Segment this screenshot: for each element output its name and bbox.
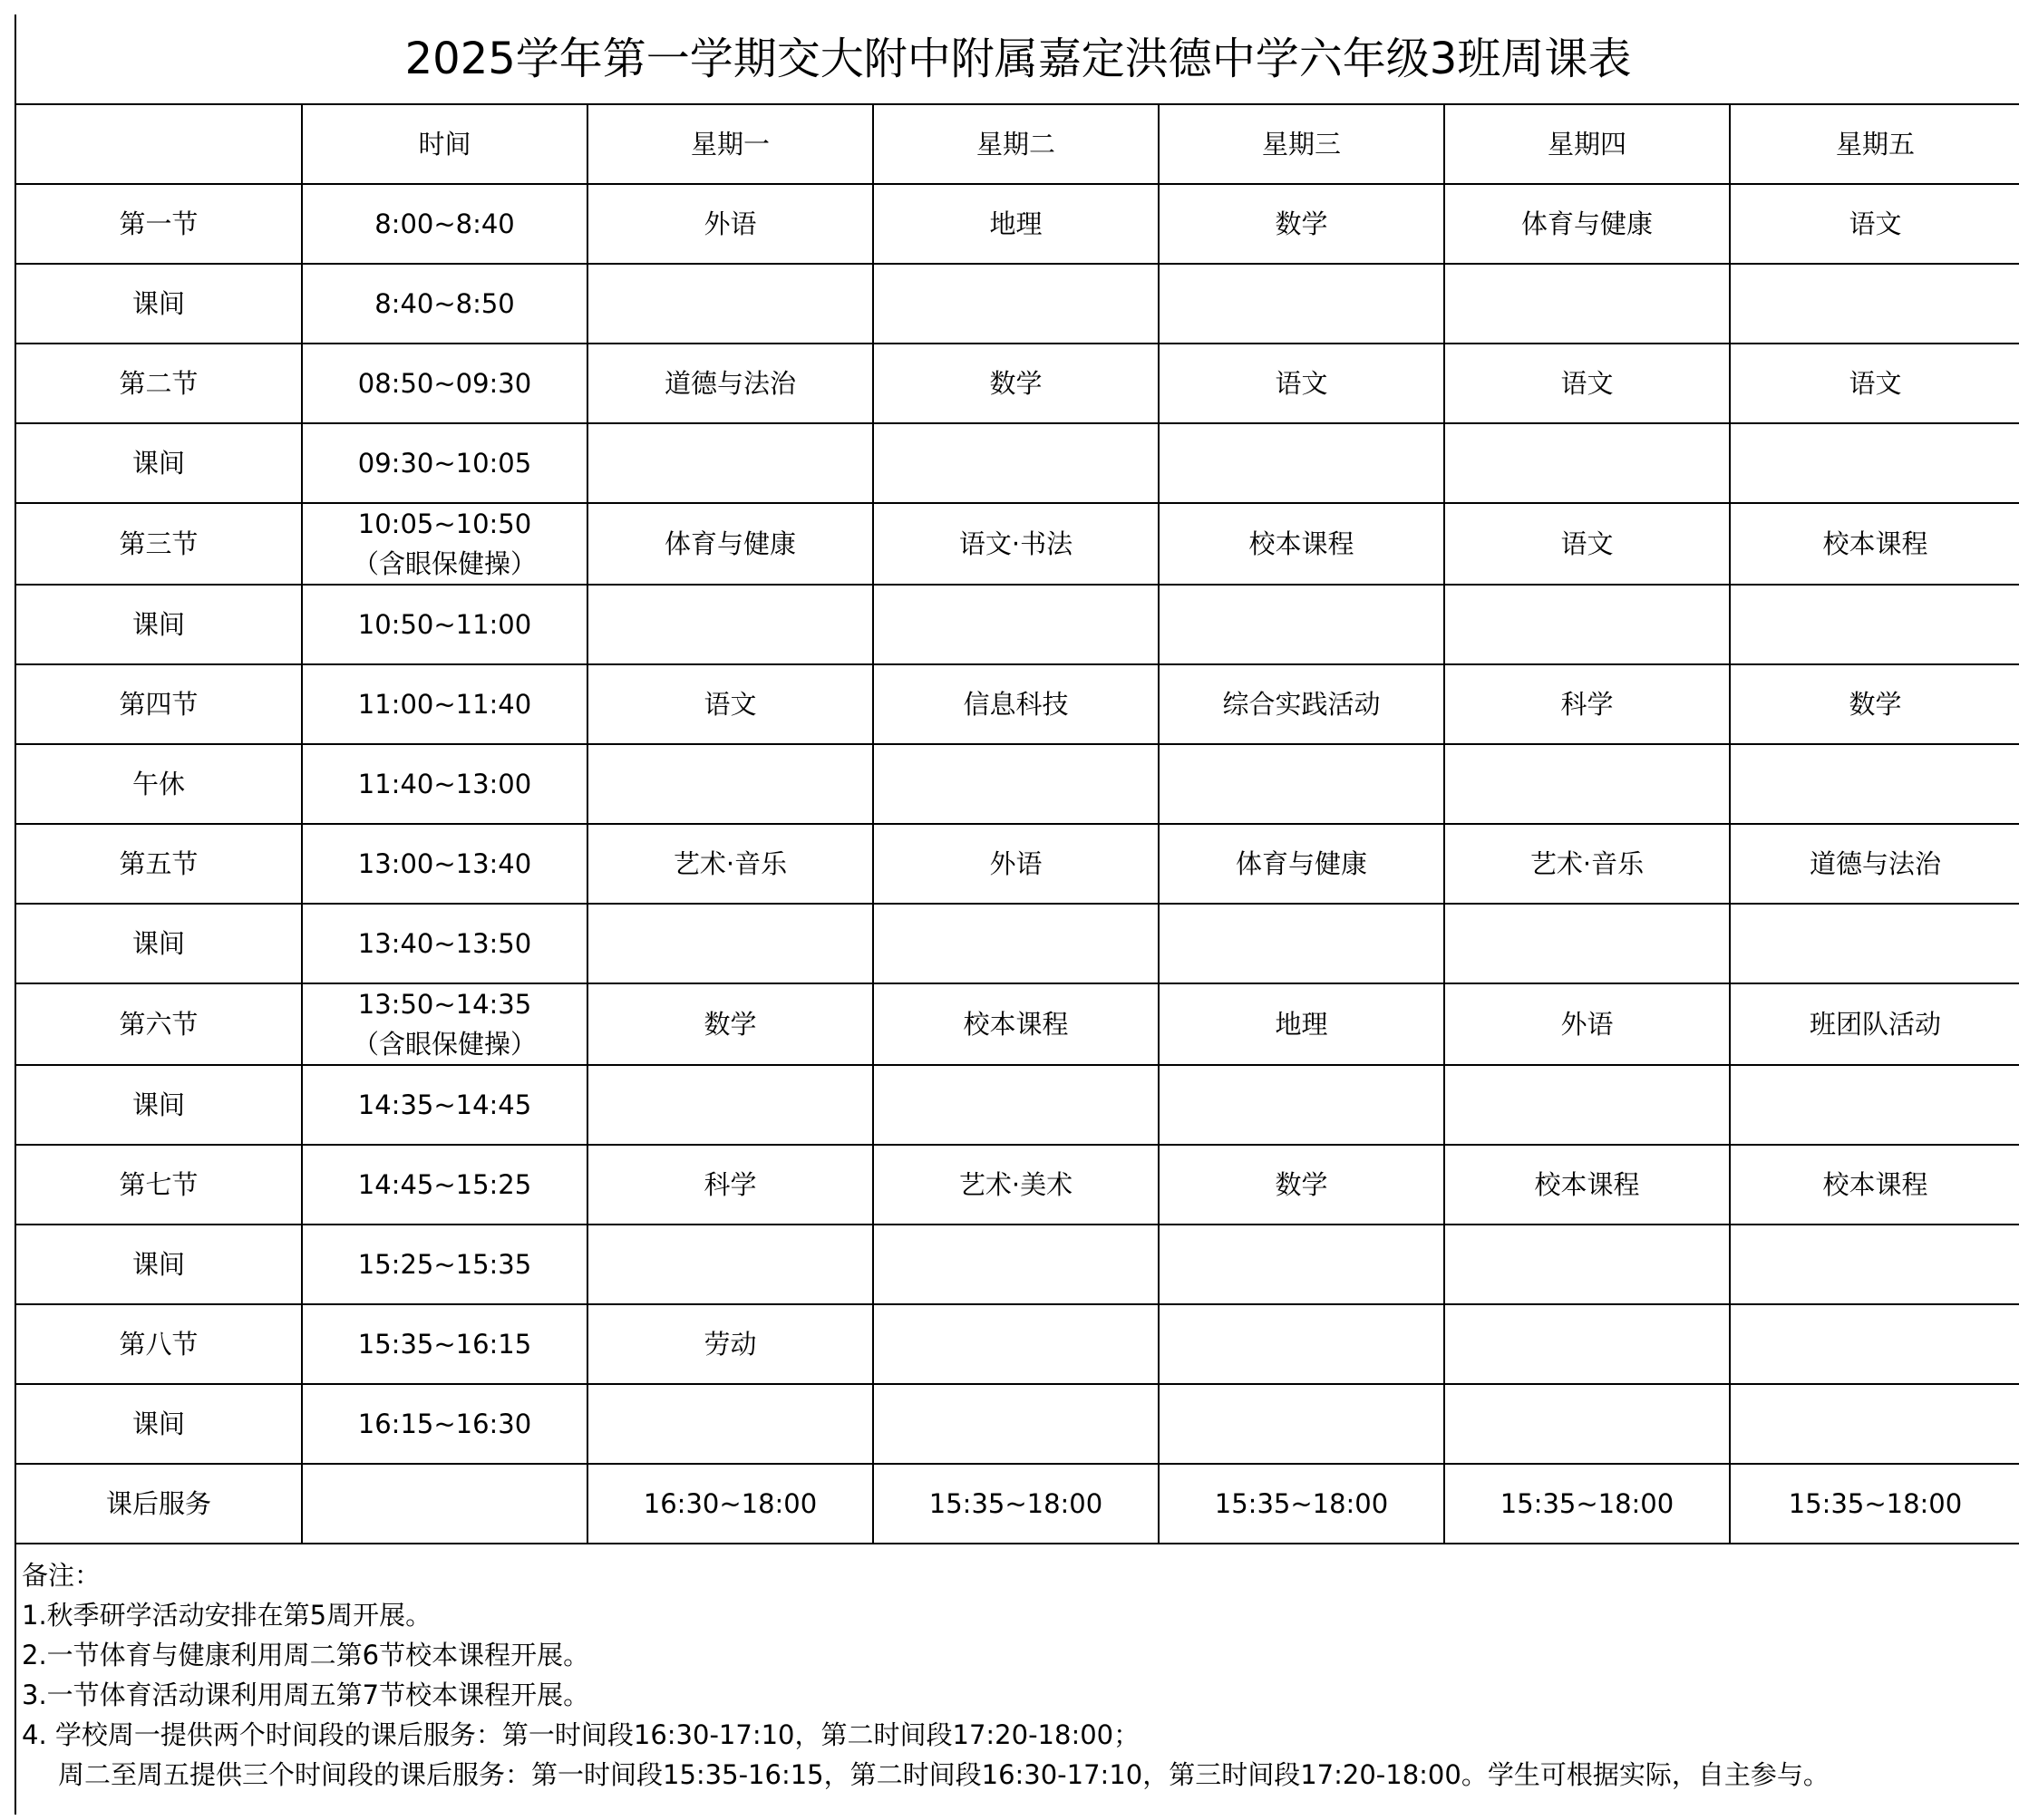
- period-time: [302, 585, 587, 664]
- subject-cell: 15:35~18:00: [1730, 1464, 2019, 1544]
- period-time: [302, 1145, 587, 1225]
- period-label: 第一节: [16, 184, 302, 264]
- period-time: [302, 983, 587, 1065]
- subject-cell: [587, 1065, 873, 1145]
- period-time: [302, 904, 587, 983]
- subject-cell: [873, 1225, 1159, 1304]
- subject-cell: 班团队活动: [1730, 983, 2019, 1065]
- subject-cell: 艺术·美术: [873, 1145, 1159, 1225]
- period-time: [302, 1065, 587, 1145]
- period-time: [302, 264, 587, 344]
- schedule-row: [16, 664, 2019, 744]
- subject-cell: 语文: [1730, 184, 2019, 264]
- period-label: 课间: [16, 1384, 302, 1464]
- subject-cell: 数学: [873, 344, 1159, 423]
- time-text: 8:40~8:50: [374, 288, 515, 319]
- subject-cell: [1444, 1304, 1730, 1384]
- subject-cell: [587, 744, 873, 824]
- schedule-row: [16, 503, 2019, 585]
- period-label: 第五节: [16, 824, 302, 904]
- subject-cell: [587, 1384, 873, 1464]
- subject-cell: [1730, 585, 2019, 664]
- header-cell: 星期四: [1444, 104, 1730, 184]
- header-cell: [16, 104, 302, 184]
- schedule-row: [16, 1225, 2019, 1304]
- subject-cell: [1159, 904, 1444, 983]
- header-cell: 时间: [302, 104, 587, 184]
- header-cell: 星期三: [1159, 104, 1444, 184]
- subject-cell: [1159, 1384, 1444, 1464]
- subject-cell: [1444, 1225, 1730, 1304]
- subject-cell: 道德与法治: [1730, 824, 2019, 904]
- subject-cell: 16:30~18:00: [587, 1464, 873, 1544]
- subject-cell: 数学: [1159, 184, 1444, 264]
- subject-cell: [873, 423, 1159, 503]
- header-cell: 星期二: [873, 104, 1159, 184]
- subject-cell: 数学: [1159, 1145, 1444, 1225]
- period-label: 第四节: [16, 664, 302, 744]
- time-text: 10:05~10:50: [357, 508, 532, 539]
- schedule-row: [16, 824, 2019, 904]
- subject-cell: 外语: [1444, 983, 1730, 1065]
- period-label: 课间: [16, 585, 302, 664]
- subject-cell: [873, 1065, 1159, 1145]
- period-time: [302, 744, 587, 824]
- subject-cell: [1159, 1304, 1444, 1384]
- schedule-row: [16, 1065, 2019, 1145]
- period-time: [302, 1384, 587, 1464]
- header-cell: 星期五: [1730, 104, 2019, 184]
- subject-cell: 数学: [587, 983, 873, 1065]
- time-text: 11:00~11:40: [357, 689, 532, 720]
- subject-cell: [873, 904, 1159, 983]
- subject-cell: [1730, 423, 2019, 503]
- schedule-row: [16, 344, 2019, 423]
- period-label: 午休: [16, 744, 302, 824]
- subject-cell: 语文·书法: [873, 503, 1159, 585]
- subject-cell: 外语: [587, 184, 873, 264]
- notes-heading: 备注：: [22, 1560, 102, 1591]
- schedule-row: [16, 423, 2019, 503]
- period-label: 课后服务: [16, 1464, 302, 1544]
- subject-cell: 语文: [1444, 503, 1730, 585]
- subject-cell: [1444, 1384, 1730, 1464]
- period-label: 课间: [16, 1065, 302, 1145]
- page-title: 2025学年第一学期交大附中附属嘉定洪德中学六年级3班周课表: [404, 34, 1632, 84]
- subject-cell: 语文: [1159, 344, 1444, 423]
- subject-cell: 艺术·音乐: [1444, 824, 1730, 904]
- subject-cell: 地理: [873, 184, 1159, 264]
- period-time: [302, 423, 587, 503]
- subject-cell: [1730, 1304, 2019, 1384]
- period-label: 第三节: [16, 503, 302, 585]
- schedule-row: [16, 1384, 2019, 1464]
- subject-cell: 道德与法治: [587, 344, 873, 423]
- subject-cell: [873, 585, 1159, 664]
- period-time: [302, 1304, 587, 1384]
- period-label: 第二节: [16, 344, 302, 423]
- subject-cell: 地理: [1159, 983, 1444, 1065]
- subject-cell: [1159, 1225, 1444, 1304]
- time-text: 08:50~09:30: [357, 368, 532, 399]
- subject-cell: [1159, 585, 1444, 664]
- time-text: 10:50~11:00: [357, 609, 532, 640]
- note-line: 2.一节体育与健康利用周二第6节校本课程开展。: [22, 1640, 590, 1670]
- header-cell: 星期一: [587, 104, 873, 184]
- subject-cell: [873, 744, 1159, 824]
- subject-cell: 校本课程: [1444, 1145, 1730, 1225]
- subject-cell: [1444, 264, 1730, 344]
- subject-cell: 15:35~18:00: [873, 1464, 1159, 1544]
- subject-cell: 校本课程: [1159, 503, 1444, 585]
- subject-cell: [873, 1304, 1159, 1384]
- schedule-row: [16, 264, 2019, 344]
- subject-cell: [1159, 1065, 1444, 1145]
- period-time: [302, 664, 587, 744]
- subject-cell: [1159, 423, 1444, 503]
- subject-cell: [1159, 744, 1444, 824]
- note-line: 3.一节体育活动课利用周五第7节校本课程开展。: [22, 1680, 590, 1710]
- note-line: 1.秋季研学活动安排在第5周开展。: [22, 1600, 432, 1631]
- schedule-row: [16, 1145, 2019, 1225]
- subject-cell: [1444, 1065, 1730, 1145]
- subject-cell: 劳动: [587, 1304, 873, 1384]
- period-label: 课间: [16, 423, 302, 503]
- schedule-row: [16, 1464, 2019, 1544]
- subject-cell: 校本课程: [1730, 1145, 2019, 1225]
- schedule-table: [16, 103, 2019, 1544]
- header-row: [16, 104, 2019, 184]
- subject-cell: 语文: [1444, 344, 1730, 423]
- schedule-row: [16, 184, 2019, 264]
- period-label: 第七节: [16, 1145, 302, 1225]
- time-text: 09:30~10:05: [357, 448, 532, 479]
- subject-cell: [1444, 744, 1730, 824]
- time-text: 15:25~15:35: [357, 1249, 532, 1280]
- subject-cell: 综合实践活动: [1159, 664, 1444, 744]
- timetable-sheet: [15, 15, 2018, 1815]
- time-text: （含眼保健操）: [352, 548, 537, 579]
- time-text: 13:40~13:50: [357, 928, 532, 959]
- subject-cell: [1730, 1384, 2019, 1464]
- subject-cell: 体育与健康: [1159, 824, 1444, 904]
- subject-cell: [1730, 904, 2019, 983]
- period-label: 第八节: [16, 1304, 302, 1384]
- note-line: 4. 学校周一提供两个时间段的课后服务：第一时间段16:30-17:10，第二时间段17:20-18:00；: [22, 1719, 1141, 1750]
- schedule-row: [16, 983, 2019, 1065]
- period-time: [302, 503, 587, 585]
- time-text: 14:45~15:25: [357, 1169, 532, 1200]
- period-label: 第六节: [16, 983, 302, 1065]
- subject-cell: [1730, 264, 2019, 344]
- time-text: （含眼保健操）: [352, 1029, 537, 1060]
- period-label: 课间: [16, 1225, 302, 1304]
- time-text: 15:35~16:15: [357, 1329, 532, 1360]
- subject-cell: [873, 1384, 1159, 1464]
- subject-cell: 科学: [587, 1145, 873, 1225]
- subject-cell: 语文: [1730, 344, 2019, 423]
- subject-cell: [587, 904, 873, 983]
- subject-cell: 数学: [1730, 664, 2019, 744]
- period-time: [302, 184, 587, 264]
- period-label: 课间: [16, 904, 302, 983]
- subject-cell: [1159, 264, 1444, 344]
- subject-cell: 艺术·音乐: [587, 824, 873, 904]
- time-text: 13:00~13:40: [357, 848, 532, 879]
- schedule-row: [16, 585, 2019, 664]
- notes: [22, 1555, 2007, 1795]
- schedule-row: [16, 1304, 2019, 1384]
- note-line: 周二至周五提供三个时间段的课后服务：第一时间段15:35-16:15，第二时间段16:30-17:10，第三时间段17:20-18:00。学生可根据实际，自主参与。: [58, 1759, 1830, 1790]
- subject-cell: [587, 423, 873, 503]
- subject-cell: 外语: [873, 824, 1159, 904]
- subject-cell: [1444, 904, 1730, 983]
- subject-cell: 语文: [587, 664, 873, 744]
- subject-cell: [1444, 423, 1730, 503]
- subject-cell: [1444, 585, 1730, 664]
- subject-cell: 15:35~18:00: [1444, 1464, 1730, 1544]
- subject-cell: 信息科技: [873, 664, 1159, 744]
- subject-cell: [1730, 1225, 2019, 1304]
- period-time: [302, 824, 587, 904]
- period-label: 课间: [16, 264, 302, 344]
- subject-cell: [1730, 1065, 2019, 1145]
- time-text: 14:35~14:45: [357, 1089, 532, 1120]
- subject-cell: [587, 1225, 873, 1304]
- subject-cell: 体育与健康: [587, 503, 873, 585]
- period-time: [302, 344, 587, 423]
- subject-cell: [873, 264, 1159, 344]
- subject-cell: 科学: [1444, 664, 1730, 744]
- subject-cell: [1730, 744, 2019, 824]
- subject-cell: [587, 264, 873, 344]
- schedule-row: [16, 744, 2019, 824]
- subject-cell: 校本课程: [1730, 503, 2019, 585]
- period-time: [302, 1464, 587, 1544]
- time-text: 13:50~14:35: [357, 989, 532, 1020]
- time-text: 8:00~8:40: [374, 208, 515, 239]
- subject-cell: 校本课程: [873, 983, 1159, 1065]
- time-text: 11:40~13:00: [357, 769, 532, 799]
- period-time: [302, 1225, 587, 1304]
- subject-cell: [587, 585, 873, 664]
- schedule-row: [16, 904, 2019, 983]
- time-text: 16:15~16:30: [357, 1409, 532, 1439]
- subject-cell: 体育与健康: [1444, 184, 1730, 264]
- subject-cell: 15:35~18:00: [1159, 1464, 1444, 1544]
- schedule-body: [16, 104, 2019, 1544]
